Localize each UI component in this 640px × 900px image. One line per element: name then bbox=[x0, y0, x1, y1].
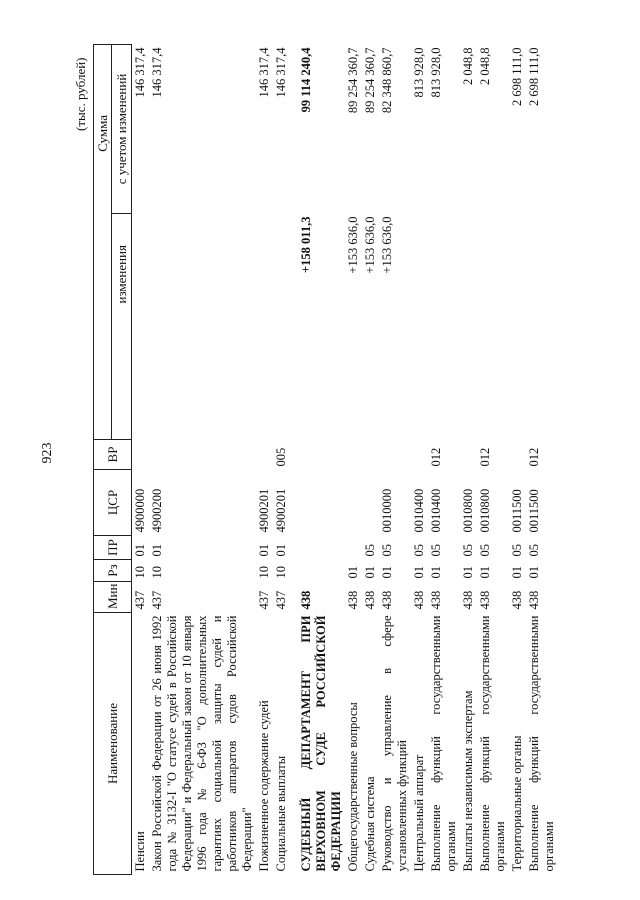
row-name: Социальные выплаты bbox=[274, 755, 288, 872]
row-total: 89 254 360,7 bbox=[363, 47, 377, 114]
row-vr bbox=[149, 440, 256, 470]
row-pr: 05 bbox=[429, 544, 443, 557]
row-name: Территориальные органы bbox=[510, 735, 524, 872]
row-pr: 05 bbox=[363, 544, 377, 557]
row-total: 2 048,8 bbox=[461, 47, 475, 85]
row-name: Выполнение функций государственными органами bbox=[429, 615, 458, 872]
row-min: 438 bbox=[299, 590, 313, 610]
row-vr bbox=[256, 440, 273, 470]
table-row bbox=[509, 44, 526, 874]
header-min: Мин bbox=[94, 582, 132, 613]
row-change bbox=[273, 214, 290, 335]
row-name: Выплаты независимым экспертам bbox=[461, 690, 475, 872]
row-pr: 05 bbox=[412, 544, 426, 557]
row-min: 438 bbox=[461, 590, 475, 610]
row-total: 99 114 240,4 bbox=[299, 47, 313, 113]
row-vr bbox=[345, 440, 362, 470]
row-name: Пожизненное содержание судей bbox=[257, 700, 271, 872]
row-pr: 01 bbox=[274, 544, 288, 557]
row-name: Судебная система bbox=[363, 776, 377, 872]
row-spacer-cell bbox=[345, 335, 362, 440]
row-total: 82 348 860,7 bbox=[380, 47, 394, 114]
table-row bbox=[256, 44, 273, 874]
row-min: 438 bbox=[412, 590, 426, 610]
row-total: 146 317,4 bbox=[274, 47, 288, 98]
row-change: +153 636,0 bbox=[346, 216, 360, 274]
row-rz: 01 bbox=[510, 566, 524, 579]
table-row bbox=[273, 44, 290, 874]
row-change bbox=[509, 214, 526, 335]
row-spacer-cell bbox=[149, 335, 256, 440]
row-spacer-cell bbox=[132, 335, 150, 440]
table-row bbox=[298, 44, 345, 874]
row-csr: 0010800 bbox=[478, 488, 492, 533]
row-total: 813 928,0 bbox=[412, 47, 426, 98]
header-rz: Рз bbox=[94, 560, 132, 582]
table-row bbox=[345, 44, 362, 874]
row-min: 437 bbox=[133, 590, 147, 610]
header-name: Наименование bbox=[94, 613, 132, 875]
row-spacer-cell bbox=[411, 335, 428, 440]
row-spacer-cell bbox=[477, 335, 509, 440]
row-rz: 01 bbox=[527, 566, 541, 579]
row-name: Общегосударственные вопросы bbox=[346, 702, 360, 872]
row-pr bbox=[298, 536, 345, 560]
row-pr bbox=[345, 536, 362, 560]
row-csr: 0010400 bbox=[412, 488, 426, 533]
row-pr: 05 bbox=[380, 544, 394, 557]
row-spacer-cell bbox=[298, 335, 345, 440]
row-rz: 10 bbox=[257, 566, 271, 579]
table-row bbox=[477, 44, 509, 874]
row-min: 437 bbox=[150, 590, 164, 610]
row-rz: 01 bbox=[380, 566, 394, 579]
table-row bbox=[132, 44, 150, 874]
row-spacer-cell bbox=[379, 335, 411, 440]
row-rz: 01 bbox=[478, 566, 492, 579]
row-csr: 4900201 bbox=[274, 488, 288, 533]
row-name: СУДЕБНЫЙ ДЕПАРТАМЕНТ ПРИ ВЕРХОВНОМ СУДЕ РОССИЙСКОЙ ФЕДЕРАЦИИ bbox=[299, 615, 343, 872]
row-change: +158 011,3 bbox=[299, 216, 313, 273]
table-row bbox=[379, 44, 411, 874]
row-total: 89 254 360,7 bbox=[346, 47, 360, 114]
rotated-page bbox=[65, 45, 585, 885]
row-pr: 05 bbox=[510, 544, 524, 557]
row-name: Центральный аппарат bbox=[412, 754, 426, 872]
row-min: 438 bbox=[527, 590, 541, 610]
row-spacer-cell bbox=[428, 335, 460, 440]
table-row bbox=[428, 44, 460, 874]
header-vr: ВР bbox=[94, 440, 132, 470]
row-rz bbox=[298, 560, 345, 582]
row-vr bbox=[509, 440, 526, 470]
row-spacer-cell bbox=[509, 335, 526, 440]
header-with-changes: с учетом изменений bbox=[112, 44, 132, 213]
table-body bbox=[132, 44, 559, 874]
row-min: 438 bbox=[363, 590, 377, 610]
row-change bbox=[149, 214, 256, 335]
row-change bbox=[428, 214, 460, 335]
row-name: Выполнение функций государственными органами bbox=[478, 615, 507, 872]
row-change bbox=[411, 214, 428, 335]
row-rz: 10 bbox=[150, 566, 164, 579]
row-pr: 01 bbox=[257, 544, 271, 557]
row-vr bbox=[460, 440, 477, 470]
row-min: 438 bbox=[380, 590, 394, 610]
row-vr: 005 bbox=[274, 447, 288, 467]
row-pr: 01 bbox=[133, 544, 147, 557]
row-total: 2 048,8 bbox=[478, 47, 492, 85]
row-pr: 01 bbox=[150, 544, 164, 557]
row-vr bbox=[132, 440, 150, 470]
row-name: Закон Российской Федерации от 26 июня 1992 года № 3132-I "О статусе судей в Российской Федерации" и Федеральный закон от 10 января 1996 года № 6-ФЗ "О дополнительных гарантиях социальной защиты судей и работников аппаратов судов Российской Федерации" bbox=[150, 615, 254, 872]
row-name: Пенсии bbox=[133, 831, 147, 872]
row-total: 146 317,4 bbox=[133, 47, 147, 98]
row-min: 437 bbox=[257, 590, 271, 610]
row-name: Руководство и управление в сфере установленных функций bbox=[380, 615, 409, 872]
row-change: +153 636,0 bbox=[380, 216, 394, 274]
row-csr bbox=[345, 470, 362, 536]
row-pr: 05 bbox=[527, 544, 541, 557]
row-rz: 01 bbox=[346, 566, 360, 579]
row-rz: 10 bbox=[274, 566, 288, 579]
budget-table bbox=[93, 44, 558, 875]
row-min: 437 bbox=[274, 590, 288, 610]
header-sum: Сумма bbox=[94, 44, 112, 439]
row-csr: 0011500 bbox=[527, 489, 541, 533]
row-vr: 012 bbox=[429, 447, 443, 467]
row-rz: 01 bbox=[461, 566, 475, 579]
row-total: 146 317,4 bbox=[257, 47, 271, 98]
row-pr: 05 bbox=[461, 544, 475, 557]
row-csr: 4900200 bbox=[150, 488, 164, 533]
row-rz: 01 bbox=[412, 566, 426, 579]
table-row bbox=[526, 44, 558, 874]
row-spacer-cell bbox=[362, 335, 379, 440]
row-min: 438 bbox=[346, 590, 360, 610]
row-rz: 01 bbox=[429, 566, 443, 579]
row-csr: 0011500 bbox=[510, 489, 524, 533]
row-rz: 10 bbox=[133, 566, 147, 579]
row-change bbox=[477, 214, 509, 335]
row-change bbox=[526, 214, 558, 335]
page-number: 923 bbox=[40, 442, 55, 464]
row-pr: 05 bbox=[478, 544, 492, 557]
row-name: Выполнение функций государственными органами bbox=[527, 615, 556, 872]
row-min: 438 bbox=[510, 590, 524, 610]
row-min: 438 bbox=[478, 590, 492, 610]
row-vr bbox=[362, 440, 379, 470]
table-row bbox=[460, 44, 477, 874]
header-empty bbox=[112, 335, 132, 440]
row-spacer-cell bbox=[256, 335, 273, 440]
table-row bbox=[149, 44, 256, 874]
row-csr: 0010000 bbox=[380, 488, 394, 533]
row-csr bbox=[298, 470, 345, 536]
table-row bbox=[411, 44, 428, 874]
row-spacer-cell bbox=[526, 335, 558, 440]
row-vr bbox=[411, 440, 428, 470]
row-vr bbox=[379, 440, 411, 470]
row-csr bbox=[362, 470, 379, 536]
row-min: 438 bbox=[429, 590, 443, 610]
row-csr: 4900000 bbox=[133, 488, 147, 533]
row-vr bbox=[298, 440, 345, 470]
row-csr: 0010800 bbox=[461, 488, 475, 533]
row-rz: 01 bbox=[363, 566, 377, 579]
row-total: 2 698 111,0 bbox=[527, 47, 541, 106]
row-change bbox=[460, 214, 477, 335]
row-vr: 012 bbox=[527, 447, 541, 467]
row-vr: 012 bbox=[478, 447, 492, 467]
row-change: +153 636,0 bbox=[363, 216, 377, 274]
row-change bbox=[132, 214, 150, 335]
row-csr: 0010400 bbox=[429, 488, 443, 533]
row-total: 813 928,0 bbox=[429, 47, 443, 98]
row-change bbox=[256, 214, 273, 335]
header-pr: ПР bbox=[94, 536, 132, 560]
row-total: 2 698 111,0 bbox=[510, 47, 524, 106]
row-total: 146 317,4 bbox=[150, 47, 164, 98]
row-spacer-cell bbox=[460, 335, 477, 440]
row-csr: 4900201 bbox=[257, 488, 271, 533]
table-row bbox=[362, 44, 379, 874]
unit-note: (тыс. рублей) bbox=[73, 57, 88, 131]
header-csr: ЦСР bbox=[94, 470, 132, 536]
header-change: изменения bbox=[112, 214, 132, 335]
row-spacer-cell bbox=[273, 335, 290, 440]
row-spacer bbox=[290, 44, 298, 874]
